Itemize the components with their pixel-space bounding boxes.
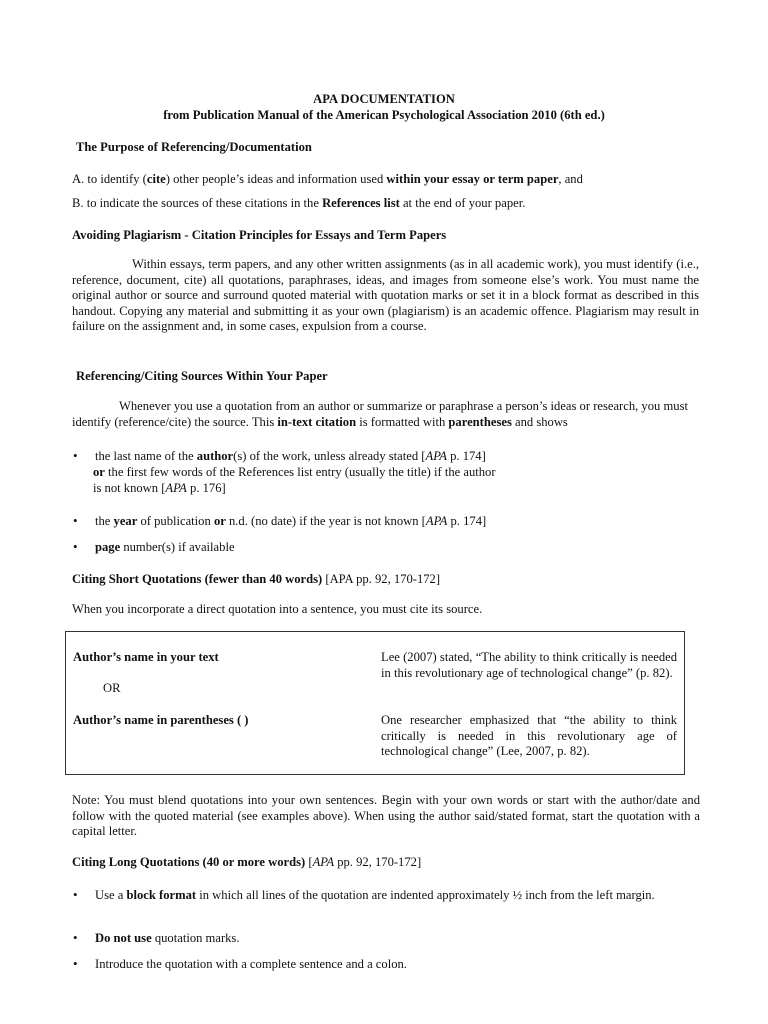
plagiarism-paragraph: Within essays, term papers, and any other written assignments (as in all academic work), you must identify (i.e., reference, document, cite) all quotations, paraphrases, ideas, and images from someone else’s work. You must name the original author or source and surround quoted material with quotation marks or set it in a block format as described in this handout. Copying any material and submitting it as your own (plagiarism) is an academic offence. Plagiarism may result in failure on the assignment and, in some cases, expulsion from a course.: [72, 257, 699, 333]
bullet-icon: •: [73, 513, 78, 528]
bullet-author-unknown: is not known [APA p. 176]: [93, 481, 226, 495]
bullet-block-format: Use a block format in which all lines of the quotation are indented approximately ½ inch from the left margin.: [95, 888, 655, 902]
bullet-author-or: or the first few words of the References list entry (usually the title) if the author: [93, 465, 496, 479]
document-subtitle: from Publication Manual of the American Psychological Association 2010 (6th ed.): [163, 108, 605, 122]
row1-example: Lee (2007) stated, “The ability to think critically is needed in this revolutionary age of technological change” (p. 82).: [381, 650, 677, 680]
bullet-page: page number(s) if available: [95, 540, 235, 554]
row1-label: Author’s name in your text: [73, 650, 219, 664]
bullet-icon: •: [73, 956, 78, 971]
row2-label: Author’s name in parentheses ( ): [73, 713, 249, 727]
bullet-icon: •: [73, 448, 78, 463]
bullet-year: the year of publication or n.d. (no date) if the year is not known [APA p. 174]: [95, 514, 487, 528]
or-label: OR: [103, 681, 121, 695]
bullet-no-quotes: Do not use quotation marks.: [95, 931, 240, 945]
bullet-icon: •: [73, 539, 78, 554]
short-quotes-heading: Citing Short Quotations (fewer than 40 words) [APA pp. 92, 170-172]: [72, 572, 441, 586]
bullet-introduce: Introduce the quotation with a complete sentence and a colon.: [95, 957, 407, 971]
short-quotes-intro: When you incorporate a direct quotation into a sentence, you must cite its source.: [72, 602, 483, 616]
bullet-icon: •: [73, 930, 78, 945]
bullet-icon: •: [73, 887, 78, 902]
row2-example: One researcher emphasized that “the ability to think critically is needed in this revolutionary age of technological change” (Lee, 2007, p. 82).: [381, 713, 677, 758]
purpose-item-b: B. to indicate the sources of these citations in the References list at the end of your paper.: [72, 196, 526, 210]
citation-example-table: [65, 631, 685, 775]
document-title: APA DOCUMENTATION: [313, 92, 455, 106]
purpose-heading: The Purpose of Referencing/Documentation: [76, 140, 312, 154]
quotation-note: Note: You must blend quotations into your own sentences. Begin with your own words or start with the author/date and follow with the quoted material (see examples above). When using the author said/stated format, start the quotation with a capital letter.: [72, 793, 700, 838]
within-heading: Referencing/Citing Sources Within Your Paper: [76, 369, 328, 383]
purpose-item-a: A. to identify (cite) other people’s ideas and information used within your essay or term paper, and: [72, 172, 583, 186]
bullet-author: the last name of the author(s) of the work, unless already stated [APA p. 174]: [95, 449, 486, 463]
long-quotes-heading: Citing Long Quotations (40 or more words) [APA pp. 92, 170-172]: [72, 855, 422, 869]
plagiarism-heading: Avoiding Plagiarism - Citation Principles for Essays and Term Papers: [72, 228, 447, 242]
within-paragraph: Whenever you use a quotation from an author or summarize or paraphrase a person’s ideas or research, you must identify (reference/cite) the source. This in-text citation is formatted with parentheses and shows: [72, 399, 688, 429]
